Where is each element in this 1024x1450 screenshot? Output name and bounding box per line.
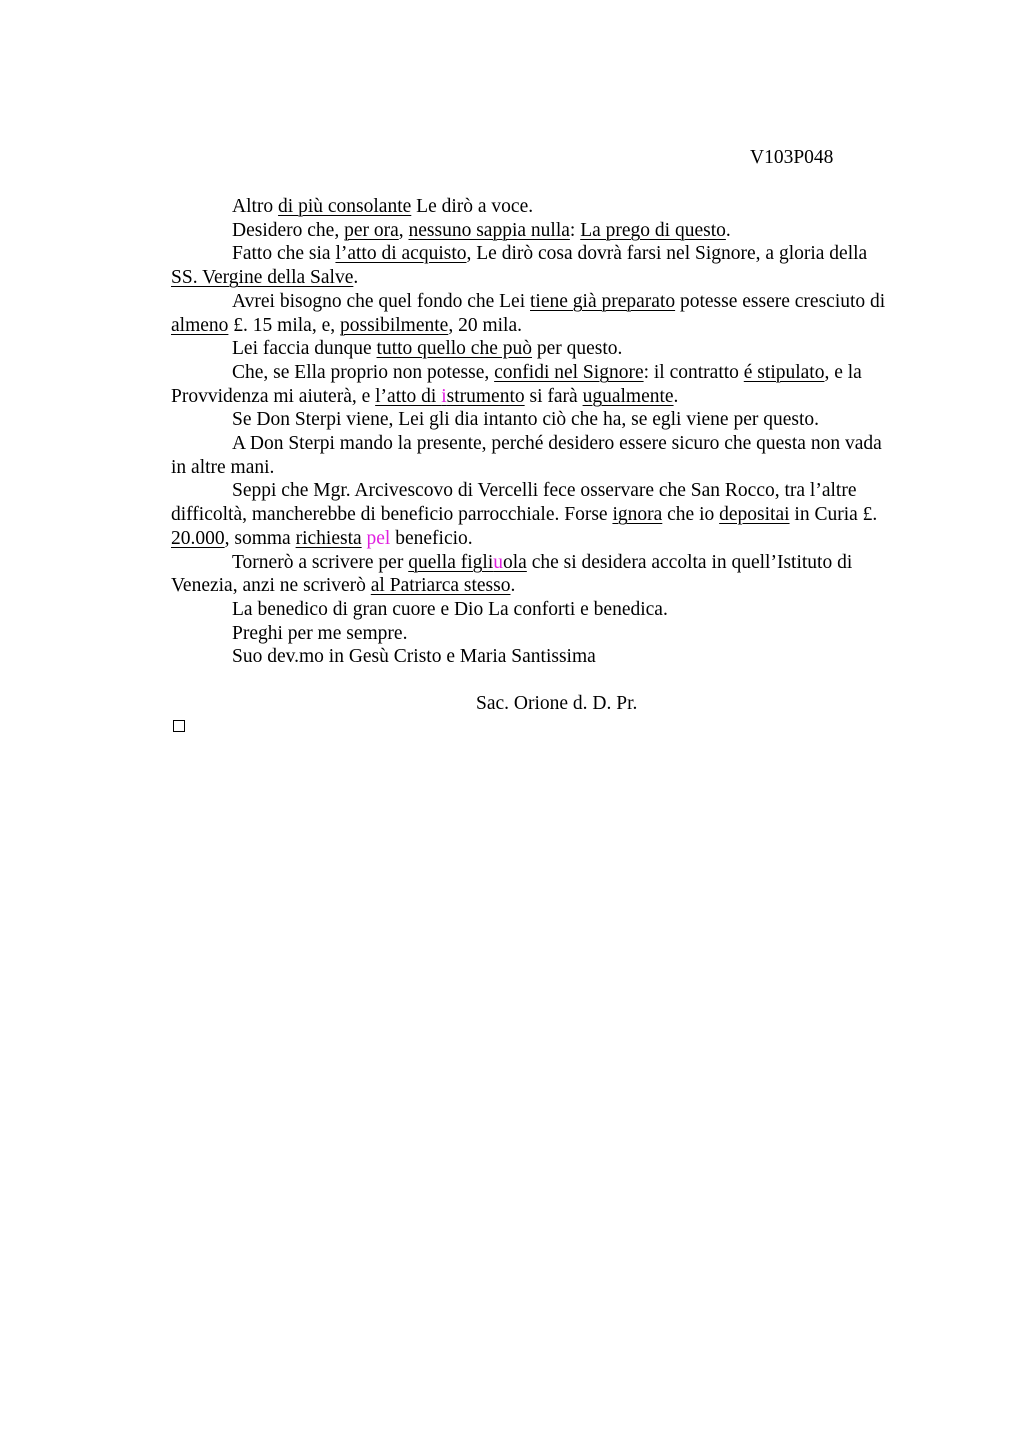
paragraph-10 [171,551,931,598]
text-run: La benedico di gran cuore e Dio La conforti e benedica. [232,598,668,620]
text-run: si farà [524,385,583,407]
text-run: Tornerò a scrivere per [232,551,409,573]
text-run: . [725,219,731,241]
paragraph-2 [171,219,931,243]
highlighted-word: pel [366,527,391,549]
underlined-phrase: é stipulato [743,361,825,383]
text-run: : [569,219,581,241]
text-run: l’atto di [375,385,442,407]
highlighted-letter: i [441,385,447,407]
underlined-phrase: possibilmente [339,314,449,336]
signature: Sac. Orione d. D. Pr. [476,693,638,714]
underlined-phrase: richiesta [295,527,362,549]
underlined-phrase: di più consolante [278,196,412,217]
underlined-phrase: per ora [344,219,399,241]
text-run: ola [503,551,527,573]
text-run: : il contratto [643,361,744,383]
text-run: Seppi che Mgr. Arcivescovo di Vercelli fece osservare che San Rocco, tra l’altre [232,480,857,502]
text-run: che io [662,504,720,526]
underlined-phrase [375,386,525,407]
paragraph-13 [171,645,931,669]
paragraph-11 [171,598,931,622]
text-run: Che, se Ella proprio non potesse, [232,361,495,383]
paragraph-8 [171,432,931,479]
underlined-phrase: almeno [171,314,229,336]
text-run: Avrei bisogno che quel fondo che Lei [232,290,531,312]
paragraph-7 [171,408,931,432]
underlined-phrase: ugualmente [582,385,674,407]
text-run: , 20 mila. [448,314,522,336]
text-run: Fatto che sia [232,243,336,265]
text-run: per questo. [531,338,623,360]
text-run: Suo dev.mo in Gesù Cristo e Maria Santissima [232,646,596,668]
text-run: £. 15 mila, e, [228,314,340,336]
text-run: Provvidenza mi aiuterà, e [171,385,376,407]
underlined-phrase: al Patriarca stesso [370,575,511,597]
underlined-phrase: depositai [719,504,790,526]
text-run: , e la [824,361,862,383]
text-run: , somma [224,527,296,549]
text-run: Desidero che, [232,219,345,241]
text-run: potesse essere cresciuto di [675,290,886,312]
paragraph-4 [171,290,931,337]
text-run: Altro [232,196,279,217]
text-run: in Curia £. [789,504,878,526]
text-run: che si desidera accolta in quell’Istituto di [526,551,853,573]
text-run: strumento [446,385,525,407]
paragraph-12 [171,622,931,646]
text-run: , Le dirò cosa dovrà farsi nel Signore, a gloria della [466,243,868,265]
text-run: quella figli [408,551,494,573]
paragraph-3 [171,242,931,289]
underlined-phrase: ignora [612,504,663,526]
underlined-phrase: confidi nel Signore [494,361,644,383]
paragraph-9 [171,479,931,550]
text-run: , [398,219,409,241]
text-run: Venezia, anzi ne scriverò [171,575,371,597]
checkbox-square-icon [173,720,185,732]
text-run: Le dirò a voce. [411,196,534,217]
text-run: difficoltà, mancherebbe di beneficio parrocchiale. Forse [171,504,613,526]
underlined-phrase: nessuno sappia nulla [408,219,570,241]
underlined-phrase: 20.000 [171,527,225,549]
text-run: . [510,575,516,597]
text-run: A Don Sterpi mando la presente, perché desidero essere sicuro che questa non vada [232,433,882,455]
underlined-phrase: tiene già preparato [530,290,676,312]
letter-body [171,195,931,669]
text-run: beneficio. [390,527,473,549]
paragraph-5 [171,337,931,361]
underlined-phrase: La prego di questo [580,219,726,241]
underlined-phrase: SS. Vergine della Salve [171,267,354,289]
text-run: Preghi per me sempre. [232,622,408,644]
underlined-phrase: tutto quello che può [376,338,532,360]
text-run: in altre mani. [171,456,275,478]
text-run: . [673,385,679,407]
text-run: . [353,267,359,289]
document-reference: V103P048 [750,147,834,168]
underlined-phrase: l’atto di acquisto [335,243,467,265]
text-run: Lei faccia dunque [232,338,377,360]
underlined-phrase [408,552,527,573]
paragraph-6 [171,361,931,408]
paragraph-1 [171,195,931,219]
text-run: Se Don Sterpi viene, Lei gli dia intanto ciò che ha, se egli viene per questo. [232,409,819,431]
highlighted-letter: u [493,551,503,573]
